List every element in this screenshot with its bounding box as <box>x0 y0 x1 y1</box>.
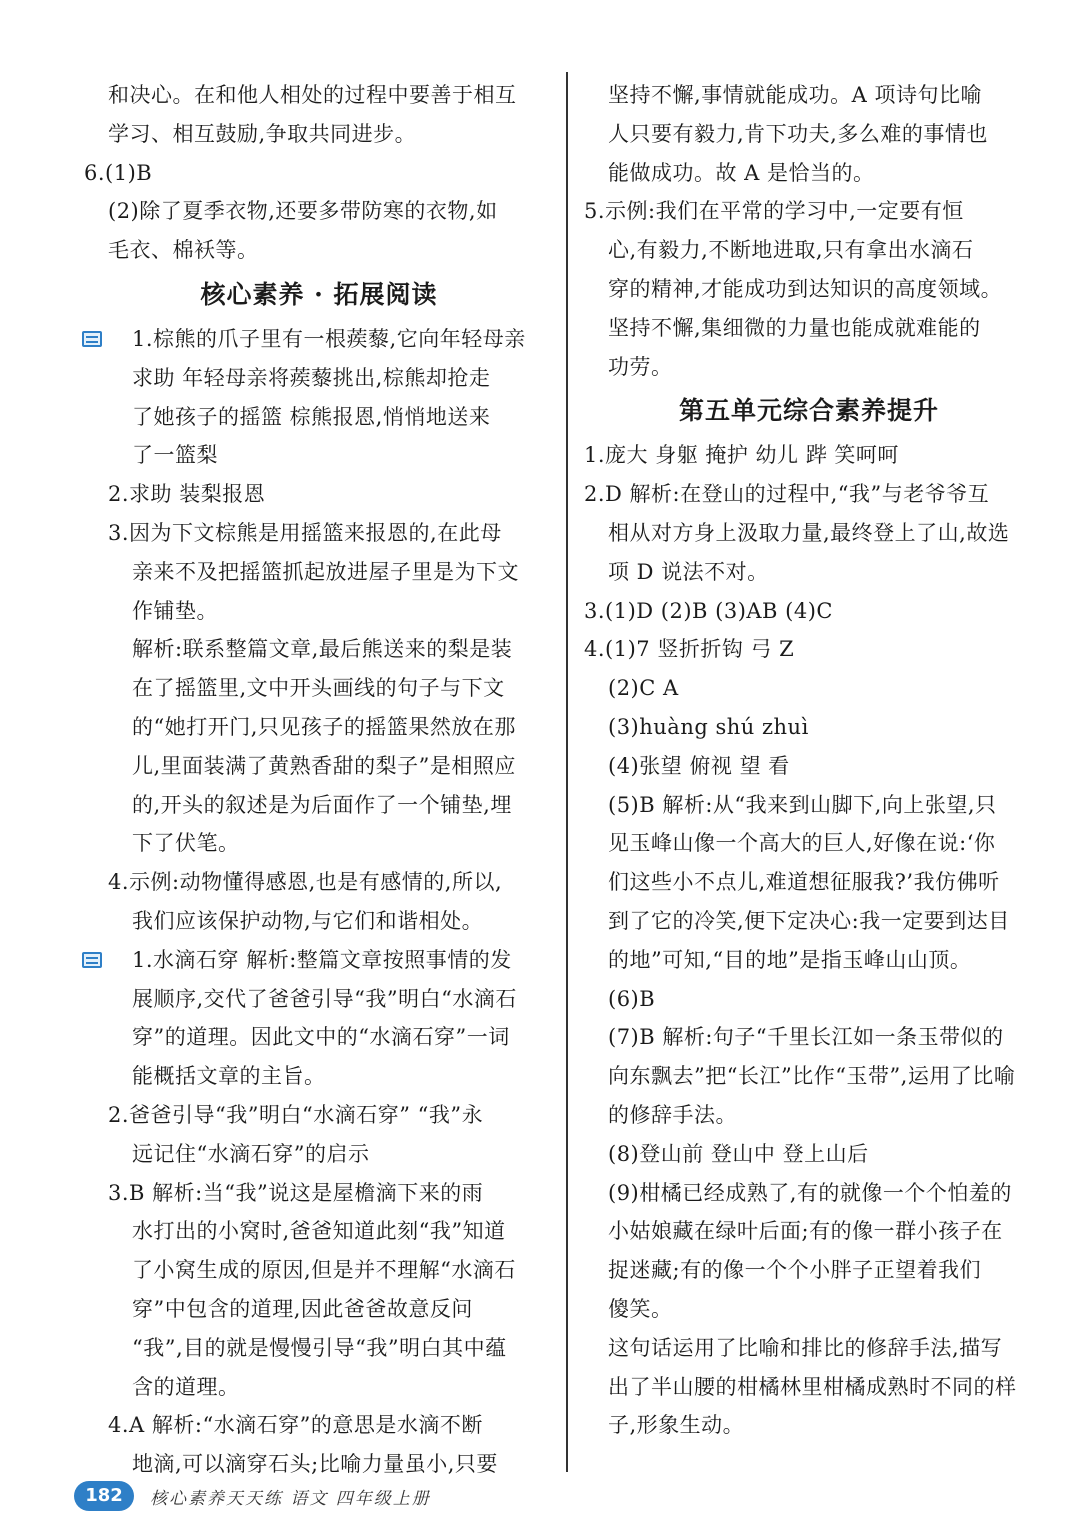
section-heading <box>84 270 554 320</box>
text-line <box>84 154 554 193</box>
text-line <box>84 1135 554 1174</box>
line-text: (2)C A <box>608 676 679 701</box>
book-title: 核心素养天天练 语文 四年级上册 <box>150 1488 431 1509</box>
line-text: 子,形象生动。 <box>608 1413 745 1438</box>
text-line <box>584 192 1034 231</box>
text-line <box>84 1174 554 1213</box>
line-text: 了一篮梨 <box>132 443 218 468</box>
text-line <box>84 1406 554 1445</box>
text-line <box>584 1057 1034 1096</box>
line-text: 到了它的冷笑,便下定决心:我一定要到达目 <box>608 908 1010 933</box>
line-text: 求助 年轻母亲将蒺藜挑出,棕熊却抢走 <box>132 365 491 390</box>
text-line <box>584 1251 1034 1290</box>
line-text: 核心素养 · 拓展阅读 <box>200 279 438 309</box>
line-text: 1.庞大 身躯 掩护 幼儿 跸 笑呵呵 <box>584 443 899 468</box>
line-text: 解析:联系整篇文章,最后熊送来的梨是装 <box>132 637 513 662</box>
page-number-badge: 182 <box>74 1481 134 1511</box>
line-text: 能概括文章的主旨。 <box>132 1064 326 1089</box>
line-text: 远记住“水滴石穿”的启示 <box>132 1141 370 1166</box>
text-line <box>84 475 554 514</box>
text-line <box>84 436 554 475</box>
text-line <box>84 192 554 231</box>
text-line <box>84 320 554 359</box>
line-text: 展顺序,交代了爸爸引导“我”明白“水滴石 <box>132 986 517 1011</box>
text-line <box>84 980 554 1019</box>
line-text: 我们应该保护动物,与它们和谐相处。 <box>132 908 484 933</box>
text-line <box>84 1329 554 1368</box>
text-line <box>84 941 554 980</box>
text-line <box>84 824 554 863</box>
text-line <box>84 1251 554 1290</box>
text-line <box>584 76 1034 115</box>
line-text: 第五单元综合素养提升 <box>678 396 939 426</box>
text-line <box>84 1212 554 1251</box>
text-line <box>584 592 1034 631</box>
line-text: 了小窝生成的原因,但是并不理解“水滴石 <box>132 1258 516 1283</box>
text-line <box>84 115 554 154</box>
text-line <box>584 630 1034 669</box>
line-text: 穿”的道理。因此文中的“水滴石穿”一词 <box>132 1025 510 1050</box>
text-line <box>584 1368 1034 1407</box>
line-text: 坚持不懈,事情就能成功。A 项诗句比喻 <box>608 83 983 107</box>
line-text: 的“她打开门,只见孩子的摇篮果然放在那 <box>132 714 516 739</box>
line-text: 儿,里面装满了黄熟香甜的梨子”是相照应 <box>132 753 516 778</box>
text-line <box>84 902 554 941</box>
line-text: 4.示例:动物懂得感恩,也是有感情的,所以, <box>108 870 503 895</box>
line-text: (6)B <box>608 986 656 1011</box>
line-text: 捉迷藏;有的像一个个小胖子正望着我们 <box>608 1258 982 1283</box>
line-text: 功劳。 <box>608 354 673 379</box>
column-divider <box>566 72 568 1472</box>
line-text: 小姑娘藏在绿叶后面;有的像一群小孩子在 <box>608 1219 1003 1244</box>
line-text: 2.求助 装梨报恩 <box>108 482 266 507</box>
text-line <box>84 863 554 902</box>
text-line <box>584 514 1034 553</box>
line-text: 4.(1)7 竖折折钩 弓 Z <box>584 637 795 662</box>
text-line <box>584 436 1034 475</box>
text-line <box>584 824 1034 863</box>
text-line <box>84 1057 554 1096</box>
text-line <box>84 359 554 398</box>
text-line <box>84 514 554 553</box>
line-text: 的,开头的叙述是为后面作了一个铺垫,埋 <box>132 792 512 817</box>
line-text: 3.(1)D (2)B (3)AB (4)C <box>584 598 833 623</box>
text-line <box>584 1096 1034 1135</box>
text-line <box>84 708 554 747</box>
line-text: 3.因为下文棕熊是用摇篮来报恩的,在此母 <box>108 520 502 545</box>
line-text: (7)B 解析:句子“千里长江如一条玉带似的 <box>608 1025 1004 1050</box>
text-line <box>584 747 1034 786</box>
section-heading <box>584 386 1034 436</box>
line-text: 坚持不懈,集细微的力量也能成就难能的 <box>608 315 981 340</box>
reading-question-icon <box>82 952 102 968</box>
line-text: “我”,目的就是慢慢引导“我”明白其中蕴 <box>132 1335 507 1360</box>
line-text: (5)B 解析:从“我来到山脚下,向上张望,只 <box>608 792 997 817</box>
text-line <box>584 941 1034 980</box>
text-line <box>84 231 554 270</box>
text-line <box>584 1018 1034 1057</box>
line-text: 6.(1)B <box>84 160 153 185</box>
line-text: 的修辞手法。 <box>608 1102 737 1127</box>
text-line <box>584 863 1034 902</box>
line-text: 3.B 解析:当“我”说这是屋檐滴下来的雨 <box>108 1180 484 1205</box>
text-line <box>584 115 1034 154</box>
line-text: 地滴,可以滴穿石头;比喻力量虽小,只要 <box>132 1452 498 1477</box>
text-line <box>84 553 554 592</box>
line-text: 4.A 解析:“水滴石穿”的意思是水滴不断 <box>108 1413 483 1438</box>
text-line <box>84 747 554 786</box>
line-text: (4)张望 俯视 望 看 <box>608 753 790 778</box>
line-text: (8)登山前 登山中 登上山后 <box>608 1141 869 1166</box>
right-column <box>584 76 1034 1445</box>
text-line <box>84 1368 554 1407</box>
line-text: 1.棕熊的爪子里有一根蒺藜,它向年轻母亲 <box>132 326 526 351</box>
text-line <box>584 154 1034 193</box>
text-line <box>584 348 1034 387</box>
text-line <box>84 592 554 631</box>
text-line <box>584 231 1034 270</box>
line-text: 穿的精神,才能成功到达知识的高度领域。 <box>608 276 1003 301</box>
text-line <box>584 1406 1034 1445</box>
text-line <box>584 270 1034 309</box>
line-text: 人只要有毅力,肯下功夫,多么难的事情也 <box>608 121 988 146</box>
line-text: 含的道理。 <box>132 1374 240 1399</box>
text-line <box>584 669 1034 708</box>
text-line <box>84 786 554 825</box>
text-line <box>584 902 1034 941</box>
line-text: 相从对方身上汲取力量,最终登上了山,故选 <box>608 520 1010 545</box>
line-text: 项 D 说法不对。 <box>608 559 769 584</box>
line-text: 出了半山腰的柑橘林里柑橘成熟时不同的样 <box>608 1374 1017 1399</box>
line-text: 的地”可知,“目的地”是指玉峰山山顶。 <box>608 947 972 972</box>
reading-question-icon <box>82 331 102 347</box>
line-text: 作铺垫。 <box>132 598 218 623</box>
text-line <box>84 1018 554 1057</box>
text-line <box>84 1290 554 1329</box>
text-line <box>584 1290 1034 1329</box>
line-text: 5.示例:我们在平常的学习中,一定要有恒 <box>584 199 964 224</box>
text-line <box>84 76 554 115</box>
text-line <box>584 475 1034 514</box>
line-text: (2)除了夏季衣物,还要多带防寒的衣物,如 <box>108 199 498 224</box>
line-text: 心,有毅力,不断地进取,只有拿出水滴石 <box>608 238 974 263</box>
line-text: (3)huàng shú zhuì <box>608 714 809 739</box>
line-text: (9)柑橘已经成熟了,有的就像一个个怕羞的 <box>608 1180 1012 1205</box>
line-text: 傻笑。 <box>608 1296 673 1321</box>
line-text: 见玉峰山像一个高大的巨人,好像在说:‘你 <box>608 831 996 856</box>
line-text: 这句话运用了比喻和排比的修辞手法,描写 <box>608 1335 1003 1360</box>
page-footer <box>74 1478 431 1514</box>
text-line <box>584 980 1034 1019</box>
line-text: 2.爸爸引导“我”明白“水滴石穿” “我”永 <box>108 1102 484 1127</box>
line-text: 亲来不及把摇篮抓起放进屋子里是为下文 <box>132 559 519 584</box>
line-text: 了她孩子的摇篮 棕熊报恩,悄悄地送来 <box>132 404 491 429</box>
line-text: 在了摇篮里,文中开头画线的句子与下文 <box>132 676 505 701</box>
text-line <box>584 1329 1034 1368</box>
text-line <box>584 786 1034 825</box>
line-text: 2.D 解析:在登山的过程中,“我”与老爷爷互 <box>584 482 990 507</box>
text-line <box>84 669 554 708</box>
text-line <box>584 1174 1034 1213</box>
line-text: 们这些小不点儿,难道想征服我?’我仿佛听 <box>608 870 1000 895</box>
text-line <box>84 1096 554 1135</box>
line-text: 穿”中包含的道理,因此爸爸故意反问 <box>132 1296 473 1321</box>
line-text: 毛衣、棉袄等。 <box>108 238 259 263</box>
line-text: 1.水滴石穿 解析:整篇文章按照事情的发 <box>132 947 512 972</box>
left-column <box>84 76 554 1484</box>
text-line <box>84 630 554 669</box>
text-line <box>584 1135 1034 1174</box>
line-text: 学习、相互鼓励,争取共同进步。 <box>108 121 417 146</box>
line-text: 和决心。在和他人相处的过程中要善于相互 <box>108 83 517 107</box>
line-text: 下了伏笔。 <box>132 831 240 856</box>
text-line <box>84 398 554 437</box>
text-line <box>584 1212 1034 1251</box>
text-line <box>584 309 1034 348</box>
line-text: 水打出的小窝时,爸爸知道此刻“我”知道 <box>132 1219 506 1244</box>
line-text: 向东飘去”把“长江”比作“玉带”,运用了比喻 <box>608 1064 1016 1089</box>
text-line <box>584 708 1034 747</box>
line-text: 能做成功。故 A 是恰当的。 <box>608 160 875 185</box>
text-line <box>584 553 1034 592</box>
